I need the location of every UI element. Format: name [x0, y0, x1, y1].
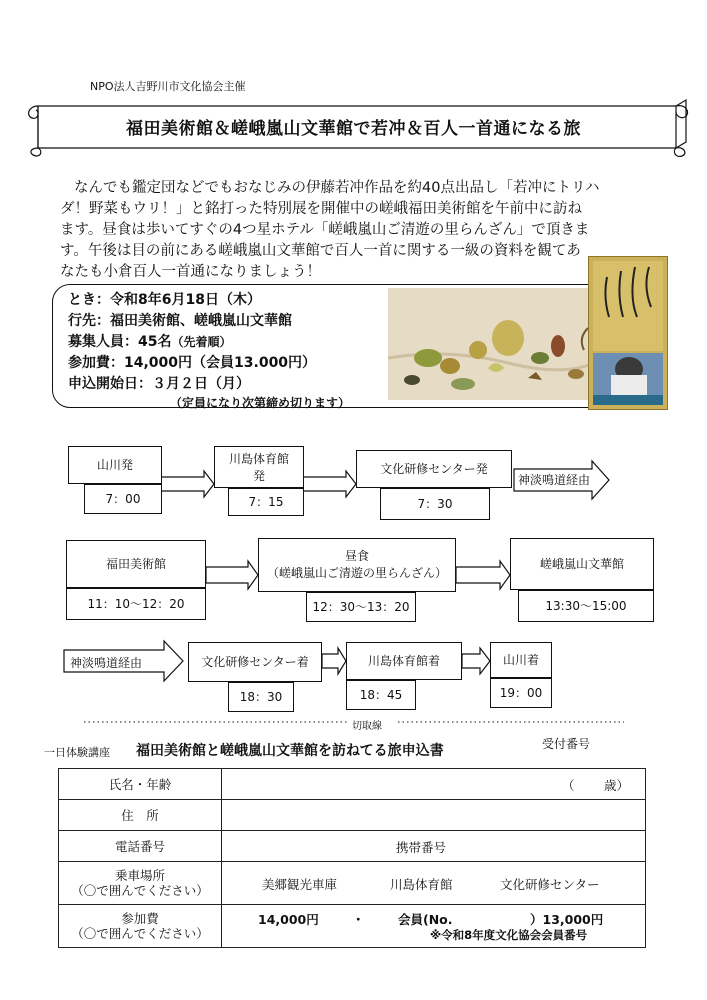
phone-field[interactable] [222, 831, 646, 862]
boarding-option-bunka-center[interactable]: 文化研修センター [500, 877, 600, 892]
time-bunka-center-arrive: 18：30 [228, 682, 294, 712]
boarding-option-misato[interactable]: 美郷観光車庫 [262, 877, 338, 892]
via-kobe-awaji-naruto-1: 神淡鳴道経由 [518, 473, 591, 487]
stop-bunka-center-arrive: 文化研修センター着 [188, 642, 322, 682]
fee-label [59, 905, 222, 948]
trip-fee: 参加費：14,000円（会員13.000円） [68, 355, 317, 371]
stop-fukuda-museum: 福田美術館 [66, 540, 206, 588]
receipt-number-label: 受付番号 [542, 737, 591, 751]
trip-date: とき：令和8年6月18日（木） [68, 292, 261, 308]
via-kobe-awaji-naruto-2: 神淡鳴道経由 [70, 656, 143, 670]
fee-member-amount: ）13,000円 [530, 912, 604, 927]
stop-saga-arashiyama-bunkakan: 嵯峨嵐山文華館 [510, 538, 654, 590]
lunch-label: 昼食 [344, 549, 369, 563]
address-label: 住 所 [59, 800, 222, 831]
form-row-boarding [59, 862, 646, 905]
time-lunch: 12：30〜13：20 [306, 592, 416, 622]
fee-option-member[interactable]: 会員(No. [398, 912, 453, 927]
form-row-name [59, 769, 646, 800]
name-age-field[interactable] [222, 769, 646, 800]
stop-lunch [258, 538, 456, 592]
fee-circle-note: （〇で囲んでください） [71, 926, 209, 941]
stop-kawashima-arrive: 川島体育館着 [346, 642, 462, 680]
time-yamakawa-depart: 7：00 [84, 484, 162, 514]
page-title: 福田美術館＆嵯峨嵐山文華館で若冲＆百人一首通になる旅 [126, 119, 581, 139]
cut-line-label: 切取線 [352, 721, 382, 732]
stop-kawashima-suffix: 発 [252, 469, 265, 483]
mobile-label: 携帯番号 [396, 840, 447, 855]
intro-line: なたも小倉百人一首通になりましょう！ [60, 264, 321, 280]
stop-kawashima-depart [214, 446, 304, 488]
boarding-label-text: 乗車場所 [114, 868, 165, 883]
fee-member-note: ※令和8年度文化協会会員番号 [430, 928, 588, 942]
deadline-note: （定員になり次第締め切ります） [170, 396, 351, 410]
apply-start: 申込開始日：３月２日（月） [68, 376, 250, 392]
form-row-phone [59, 831, 646, 862]
form-pre-title: 一日体験講座 [44, 746, 110, 759]
time-saga-arashiyama-bunkakan: 13:30〜15:00 [518, 590, 654, 622]
time-kawashima-arrive: 18：45 [346, 680, 416, 710]
intro-line: す。午後は目の前にある嵯峨嵐山文華館で百人一首に関する一級の資料を観てあ [60, 243, 581, 259]
time-yamakawa-arrive: 19：00 [490, 678, 552, 708]
trip-destination: 行先：福田美術館、嵯峨嵐山文華館 [68, 313, 292, 329]
lunch-place: （嵯峨嵐山ご清遊の里らんざん） [266, 566, 447, 580]
stop-yamakawa-arrive: 山川着 [490, 642, 552, 678]
time-fukuda-museum: 11：10〜12：20 [66, 588, 206, 620]
organizer-text: NPO法人吉野川市文化協会主催 [90, 80, 246, 93]
boarding-options [222, 862, 646, 905]
age-close: 歳） [604, 778, 630, 793]
time-kawashima-depart: 7：15 [228, 488, 304, 516]
form-title: 福田美術館と嵯峨嵐山文華館を訪ねてる旅申込書 [136, 743, 444, 759]
stop-kawashima-label: 川島体育館 [228, 452, 289, 466]
intro-line: ます。昼食は歩いてすぐの4つ星ホテル「嵯峨嵐山ご清遊の里らんざん」で頂きま [60, 222, 590, 238]
stop-yamakawa-depart: 山川発 [68, 446, 162, 484]
capacity-note: （先着順） [171, 335, 232, 349]
fee-option-general[interactable]: 14,000円 [258, 912, 319, 927]
stop-bunka-center-depart: 文化研修センター発 [356, 450, 512, 488]
time-bunka-center-depart: 7：30 [380, 488, 490, 520]
age-open: （ [562, 778, 575, 793]
form-row-address [59, 800, 646, 831]
intro-line: なんでも鑑定団などでもおなじみの伊藤若冲作品を約40点出品し「若冲にトリハ [74, 180, 600, 196]
application-form-table [58, 768, 646, 948]
fee-separator: ・ [352, 912, 365, 927]
name-age-label: 氏名・年齢 [59, 769, 222, 800]
boarding-circle-note: （〇で囲んでください） [71, 883, 209, 898]
capacity-text: 募集人員：45名 [68, 334, 172, 350]
fee-options [222, 905, 646, 948]
boarding-option-kawashima[interactable]: 川島体育館 [390, 877, 453, 892]
boarding-label [59, 862, 222, 905]
fee-label-text: 参加費 [121, 911, 159, 926]
form-row-fee [59, 905, 646, 948]
phone-label: 電話番号 [59, 831, 222, 862]
intro-line: ダ！野菜もウリ！」と銘打った特別展を開催中の嵯峨福田美術館を午前中に訪ね [60, 201, 582, 217]
address-field[interactable] [222, 800, 646, 831]
